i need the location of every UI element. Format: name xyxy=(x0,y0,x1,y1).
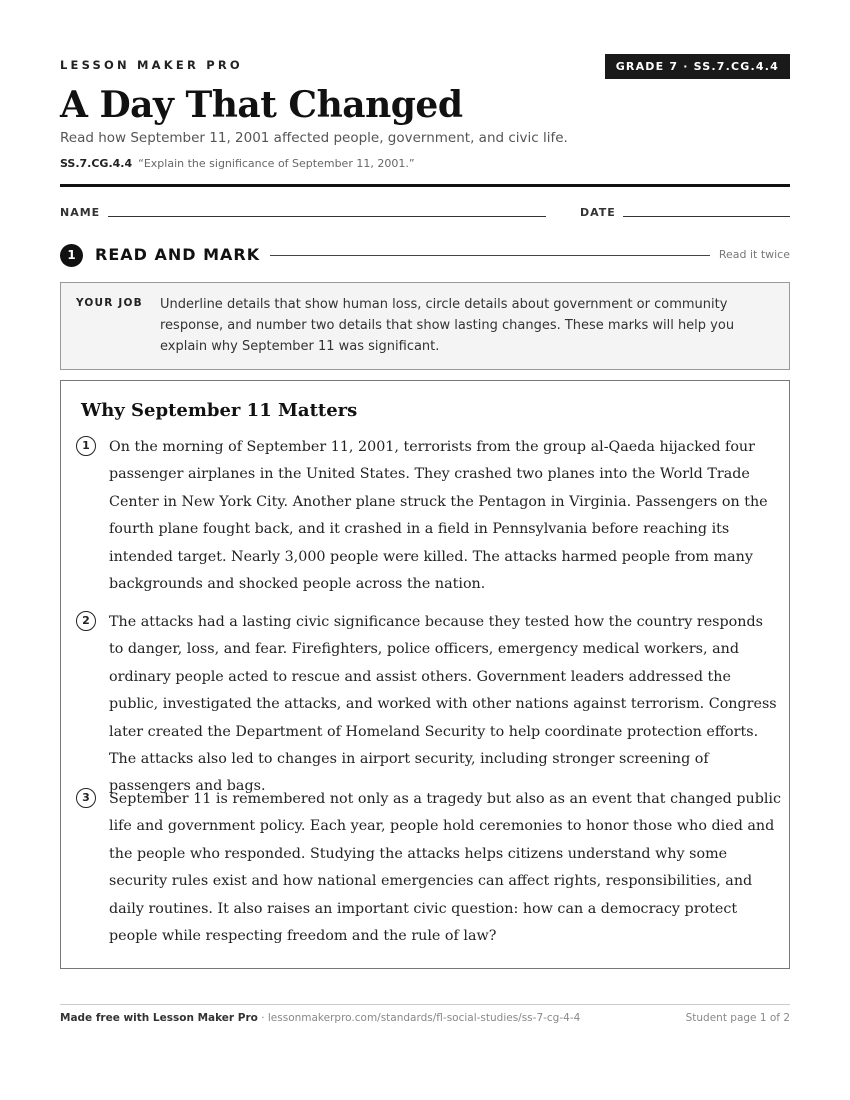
standard-code: SS.7.CG.4.4 xyxy=(60,157,133,170)
reading-passage xyxy=(60,380,790,969)
brand-label: LESSON MAKER PRO xyxy=(60,58,243,72)
footer-made-with: Made free with Lesson Maker Pro xyxy=(60,1012,258,1024)
paragraph-number-1: 1 xyxy=(76,436,96,456)
job-instructions: Underline details that show human loss, circle details about government or community response, and number two details that show lasting changes. These marks will help you explain why September 11 was significant. xyxy=(160,297,735,354)
name-label: NAME xyxy=(60,206,101,219)
header-divider xyxy=(60,184,790,187)
footer-page-indicator: Student page 1 of 2 xyxy=(685,1012,790,1024)
reading-title: Why September 11 Matters xyxy=(81,400,358,421)
paragraph-2: The attacks had a lasting civic significance because they tested how the country responds to danger, loss, and fear. Firefighters, police officers, emergency medical workers, and ordinary people acted to rescue and assist others. Government leaders addressed the public, investigated the attacks, and worked with other nations against terrorism. Congress later created the Department of Homeland Security to help coordinate protection efforts. The attacks also led to changes in airport security, including stronger screening of passengers and bags. xyxy=(109,614,777,795)
step-number-badge: 1 xyxy=(60,244,83,267)
standard-line xyxy=(60,157,415,170)
paragraph-number-3: 3 xyxy=(76,788,96,808)
paragraph-1: On the morning of September 11, 2001, terrorists from the group al-Qaeda hijacked four passenger airplanes in the United States. They crashed two planes into the World Trade Center in New York City. Another plane struck the Pentagon in Virginia. Passengers on the fourth plane fought back, and it crashed in a field in Pennsylvania before reaching its intended target. Nearly 3,000 people were killed. The attacks harmed people from many backgrounds and shocked people across the nation. xyxy=(109,439,768,593)
section-divider xyxy=(270,255,710,256)
standard-text: “Explain the significance of September 11, 2001.” xyxy=(138,157,415,170)
date-label: DATE xyxy=(580,206,616,219)
footer-url: · lessonmakerpro.com/standards/fl-social-studies/ss-7-cg-4-4 xyxy=(257,1012,581,1024)
section-note: Read it twice xyxy=(718,248,790,261)
footer-divider xyxy=(60,1004,790,1005)
paragraph-number-2: 2 xyxy=(76,611,96,631)
page-subtitle: Read how September 11, 2001 affected people, government, and civic life. xyxy=(60,130,568,146)
name-field[interactable] xyxy=(108,216,546,217)
section-title: READ AND MARK xyxy=(95,245,261,264)
grade-badge: GRADE 7 · SS.7.CG.4.4 xyxy=(605,54,790,79)
page-title: A Day That Changed xyxy=(60,84,463,126)
paragraph-3: September 11 is remembered not only as a tragedy but also as an event that changed public life and government policy. Each year, people hold ceremonies to honor those who died and the people who responded. Studying the attacks helps citizens understand why some security rules exist and how national emergencies can affect rights, responsibilities, and daily routines. It also raises an important civic question: how can a democracy protect people while respecting freedom and the rule of law? xyxy=(109,791,782,945)
job-box xyxy=(60,282,790,370)
date-field[interactable] xyxy=(623,216,790,217)
job-label: YOUR JOB xyxy=(76,297,143,309)
footer-credit xyxy=(60,1012,580,1024)
